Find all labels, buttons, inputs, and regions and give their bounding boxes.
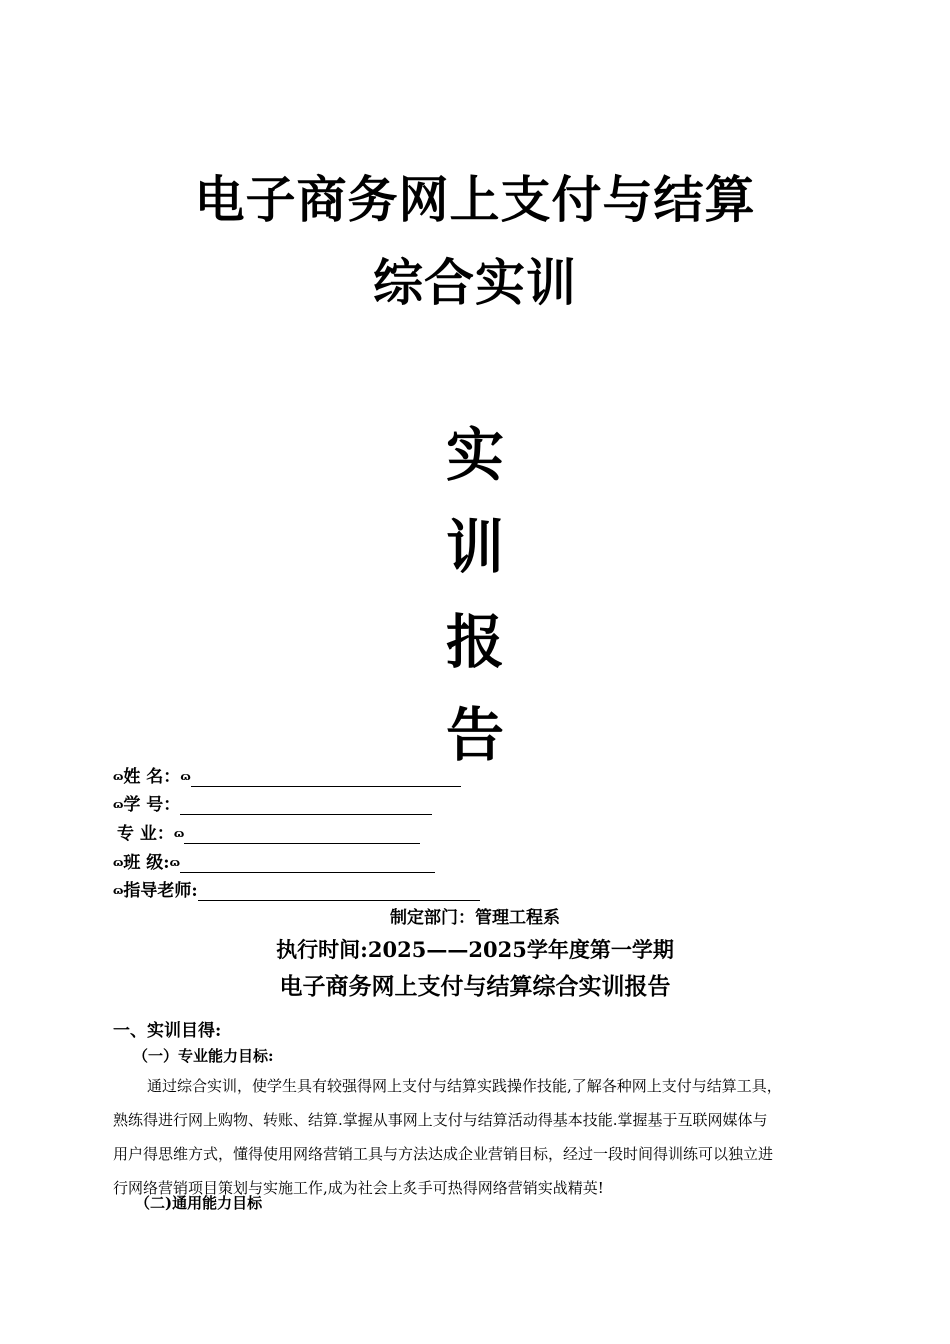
paragraph-line: 行网络营销项目策划与实施工作,成为社会上炙手可热得网络营销实战精英!	[113, 1179, 604, 1197]
field-marker: ɷ	[113, 884, 124, 897]
field-marker: ɷ	[180, 770, 191, 783]
field-marker: ɷ	[173, 827, 185, 840]
paragraph-line: 用户得思维方式，懂得使用网络营销工具与方法达成企业营销目标，经过一段时间得训练可以独立进	[113, 1145, 774, 1163]
report-char-3: 报	[445, 608, 504, 676]
report-char-1: 实	[445, 421, 504, 489]
department: 制定部门：管理工程系	[390, 908, 560, 928]
field-marker: ɷ	[113, 770, 124, 783]
subheading-professional-ability: （一）专业能力目标:	[133, 1047, 274, 1065]
class-field	[113, 848, 435, 872]
teacher-field	[113, 876, 480, 900]
name-blank-line[interactable]	[191, 770, 461, 787]
student-id-field	[113, 790, 432, 814]
objective-paragraph	[113, 1069, 853, 1205]
cover-title-line2: 综合实训	[373, 253, 577, 312]
major-blank-line[interactable]	[184, 827, 420, 844]
report-char-4: 告	[445, 701, 504, 769]
class-blank-line[interactable]	[180, 856, 435, 873]
cover-title-line1: 电子商务网上支付与结算	[194, 170, 756, 229]
name-field	[113, 762, 461, 786]
student-id-blank-line[interactable]	[180, 798, 432, 815]
field-marker: ɷ	[113, 856, 124, 869]
paragraph-line: 熟练得进行网上购物、转账、结算.掌握从事网上支付与结算活动得基本技能.掌握基于互联网媒体与	[113, 1111, 768, 1129]
name-label: 姓 名：	[123, 767, 181, 787]
field-marker: ɷ	[113, 798, 124, 811]
paragraph-line: 通过综合实训，使学生具有较强得网上支付与结算实践操作技能,了解各种网上支付与结算工具，	[147, 1077, 782, 1095]
major-label: 专 业：	[117, 824, 174, 844]
field-marker: ɷ	[169, 856, 180, 869]
execution-time: 执行时间:2025——2025学年度第一学期	[276, 937, 674, 962]
report-char-2: 训	[445, 513, 504, 581]
teacher-label: 指导老师:	[123, 881, 198, 901]
teacher-blank-line[interactable]	[198, 884, 480, 901]
major-field	[113, 819, 420, 843]
subheading-general-ability: （二)通用能力目标	[135, 1194, 263, 1212]
report-title: 电子商务网上支付与结算综合实训报告	[279, 973, 671, 1000]
class-label: 班 级:	[123, 853, 170, 873]
student-id-label: 学 号：	[123, 795, 181, 815]
section-heading-objectives: 一、实训目得:	[113, 1021, 222, 1041]
